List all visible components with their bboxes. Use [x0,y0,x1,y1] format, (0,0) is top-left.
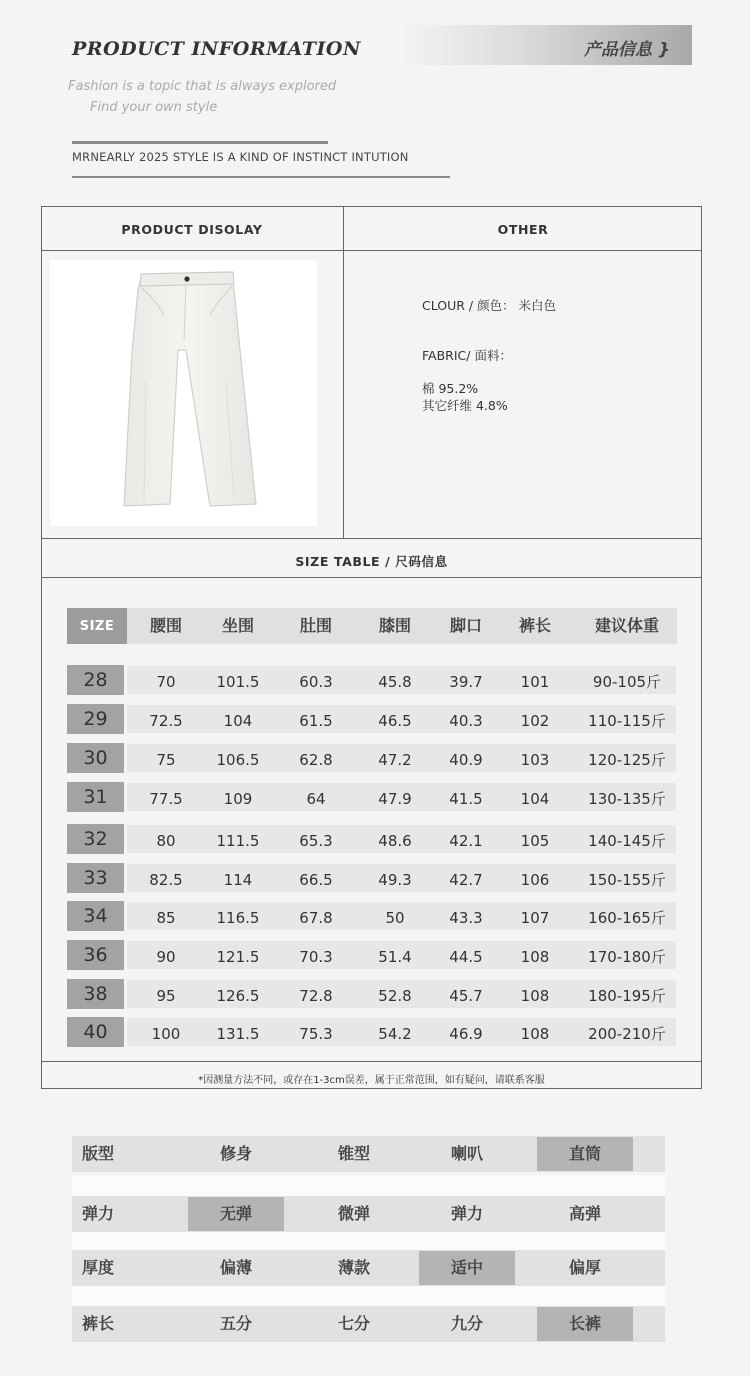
column-header: 裤长 [518,616,551,635]
table-cell: 67.8 [299,909,333,927]
attribute-option: 九分 [450,1314,483,1333]
measurement-note: *因测量方法不同，或存在1-3cm误差，属于正常范围，如有疑问，请联系客服 [198,1075,545,1086]
table-cell: 108 [520,987,550,1005]
page-title: PRODUCT INFORMATION [72,38,361,60]
attribute-option-selected: 长裤 [537,1307,633,1341]
table-cell: 90 [156,948,176,966]
table-cell: 108 [520,1025,550,1043]
divider [72,176,450,178]
attribute-option: 七分 [337,1314,370,1333]
table-cell: 109 [223,790,253,808]
fabric-other: 其它纤维 4.8% [422,398,508,413]
size-label: 31 [67,782,124,812]
table-cell: 131.5 [216,1025,260,1043]
title-banner [400,25,692,65]
table-cell: 47.9 [378,790,412,808]
attribute-row [72,1306,665,1342]
table-cell: 140-145斤 [588,832,666,850]
attribute-option: 高弹 [568,1204,601,1223]
table-cell: 111.5 [216,832,260,850]
table-cell: 114 [223,871,253,889]
size-label: 32 [67,824,124,854]
table-cell: 100 [151,1025,181,1043]
attribute-option: 偏薄 [219,1258,252,1277]
fabric-label: FABRIC/ 面料： [422,348,512,363]
table-cell: 80 [156,832,176,850]
row-divider [41,1061,702,1062]
column-divider [343,206,344,539]
banner-text: 产品信息 } [583,40,670,60]
attribute-option-selected: 无弹 [188,1197,284,1231]
table-cell: 75.3 [299,1025,333,1043]
attribute-option-selected: 适中 [419,1251,515,1285]
attribute-option: 微弹 [337,1204,370,1223]
table-cell: 61.5 [299,712,333,730]
table-cell: 46.5 [378,712,412,730]
attribute-row [72,1250,665,1286]
table-cell: 103 [520,751,550,769]
attribute-option: 修身 [219,1144,252,1163]
attribute-option: 薄款 [337,1258,370,1277]
table-cell: 40.3 [449,712,483,730]
table-cell: 45.7 [449,987,483,1005]
attribute-option: 弹力 [450,1204,483,1223]
row-divider [41,250,702,251]
size-table-title: SIZE TABLE / 尺码信息 [295,554,448,569]
table-cell: 42.7 [449,871,483,889]
attribute-label: 厚度 [82,1258,115,1277]
table-cell: 104 [520,790,550,808]
table-cell: 121.5 [216,948,260,966]
other-heading: OTHER [497,222,549,237]
column-header: 腰围 [149,616,182,635]
column-header: 建议体重 [594,616,659,635]
table-cell: 46.9 [449,1025,483,1043]
size-column-header: SIZE [67,608,127,644]
attribute-label: 版型 [82,1144,115,1163]
column-header: 坐围 [221,616,254,635]
size-label: 40 [67,1017,124,1047]
attribute-spacer [72,1285,665,1306]
table-cell: 52.8 [378,987,412,1005]
divider [72,141,328,144]
table-cell: 70 [156,673,176,691]
table-cell: 50 [385,909,405,927]
table-cell: 48.6 [378,832,412,850]
table-cell: 160-165斤 [588,909,666,927]
attribute-option-selected: 直筒 [537,1137,633,1171]
table-cell: 77.5 [149,790,183,808]
table-cell: 47.2 [378,751,412,769]
table-cell: 180-195斤 [588,987,666,1005]
size-label: 38 [67,979,124,1009]
table-cell: 116.5 [216,909,260,927]
table-cell: 106 [520,871,550,889]
table-cell: 170-180斤 [588,948,666,966]
table-cell: 85 [156,909,176,927]
tagline: MRNEARLY 2025 STYLE IS A KIND OF INSTINCT INTUTION [72,150,409,164]
table-cell: 45.8 [378,673,412,691]
table-cell: 65.3 [299,832,333,850]
table-cell: 107 [520,909,550,927]
product-display-heading: PRODUCT DISOLAY [121,222,263,237]
table-cell: 120-125斤 [588,751,666,769]
product-image [50,260,317,526]
table-cell: 105 [520,832,550,850]
table-cell: 72.8 [299,987,333,1005]
table-cell: 90-105斤 [592,673,662,691]
table-cell: 42.1 [449,832,483,850]
table-cell: 40.9 [449,751,483,769]
table-cell: 130-135斤 [588,790,666,808]
table-cell: 110-115斤 [588,712,666,730]
table-cell: 101.5 [216,673,260,691]
table-cell: 101 [520,673,550,691]
table-cell: 200-210斤 [588,1025,666,1043]
fabric-cotton: 棉 95.2% [422,381,479,396]
column-header: 脚口 [449,616,482,635]
colour-info: CLOUR / 颜色： 米白色 [422,298,557,313]
attribute-option: 锥型 [337,1144,370,1163]
table-cell: 54.2 [378,1025,412,1043]
table-cell: 70.3 [299,948,333,966]
row-divider [41,538,702,539]
table-cell: 62.8 [299,751,333,769]
size-label: 30 [67,743,124,773]
table-cell: 41.5 [449,790,483,808]
table-cell: 126.5 [216,987,260,1005]
table-cell: 108 [520,948,550,966]
size-label: 34 [67,901,124,931]
table-cell: 39.7 [449,673,483,691]
table-cell: 102 [520,712,550,730]
table-cell: 43.3 [449,909,483,927]
attribute-option: 偏厚 [568,1258,601,1277]
attribute-row [72,1136,665,1172]
size-label: 36 [67,940,124,970]
table-cell: 106.5 [216,751,260,769]
attribute-option: 喇叭 [450,1144,483,1163]
row-divider [41,577,702,578]
attribute-label: 裤长 [82,1314,115,1333]
table-cell: 60.3 [299,673,333,691]
table-cell: 49.3 [378,871,412,889]
column-header: 膝围 [378,616,411,635]
table-cell: 95 [156,987,176,1005]
table-cell: 82.5 [149,871,183,889]
subtitle-line-2: Find your own style [90,100,218,115]
table-cell: 44.5 [449,948,483,966]
attribute-spacer [72,1175,665,1196]
table-cell: 104 [223,712,253,730]
size-label: 28 [67,665,124,695]
size-label: 33 [67,863,124,893]
table-cell: 150-155斤 [588,871,666,889]
attribute-option: 五分 [219,1314,252,1333]
table-cell: 72.5 [149,712,183,730]
size-label: 29 [67,704,124,734]
table-cell: 51.4 [378,948,412,966]
attribute-label: 弹力 [82,1204,115,1223]
subtitle-line-1: Fashion is a topic that is always explored [68,79,337,94]
column-header: 肚围 [299,616,332,635]
table-cell: 64 [306,790,326,808]
attribute-row [72,1196,665,1232]
attribute-spacer [72,1230,665,1251]
table-cell: 75 [156,751,176,769]
pants-illustration [50,260,317,526]
table-cell: 66.5 [299,871,333,889]
